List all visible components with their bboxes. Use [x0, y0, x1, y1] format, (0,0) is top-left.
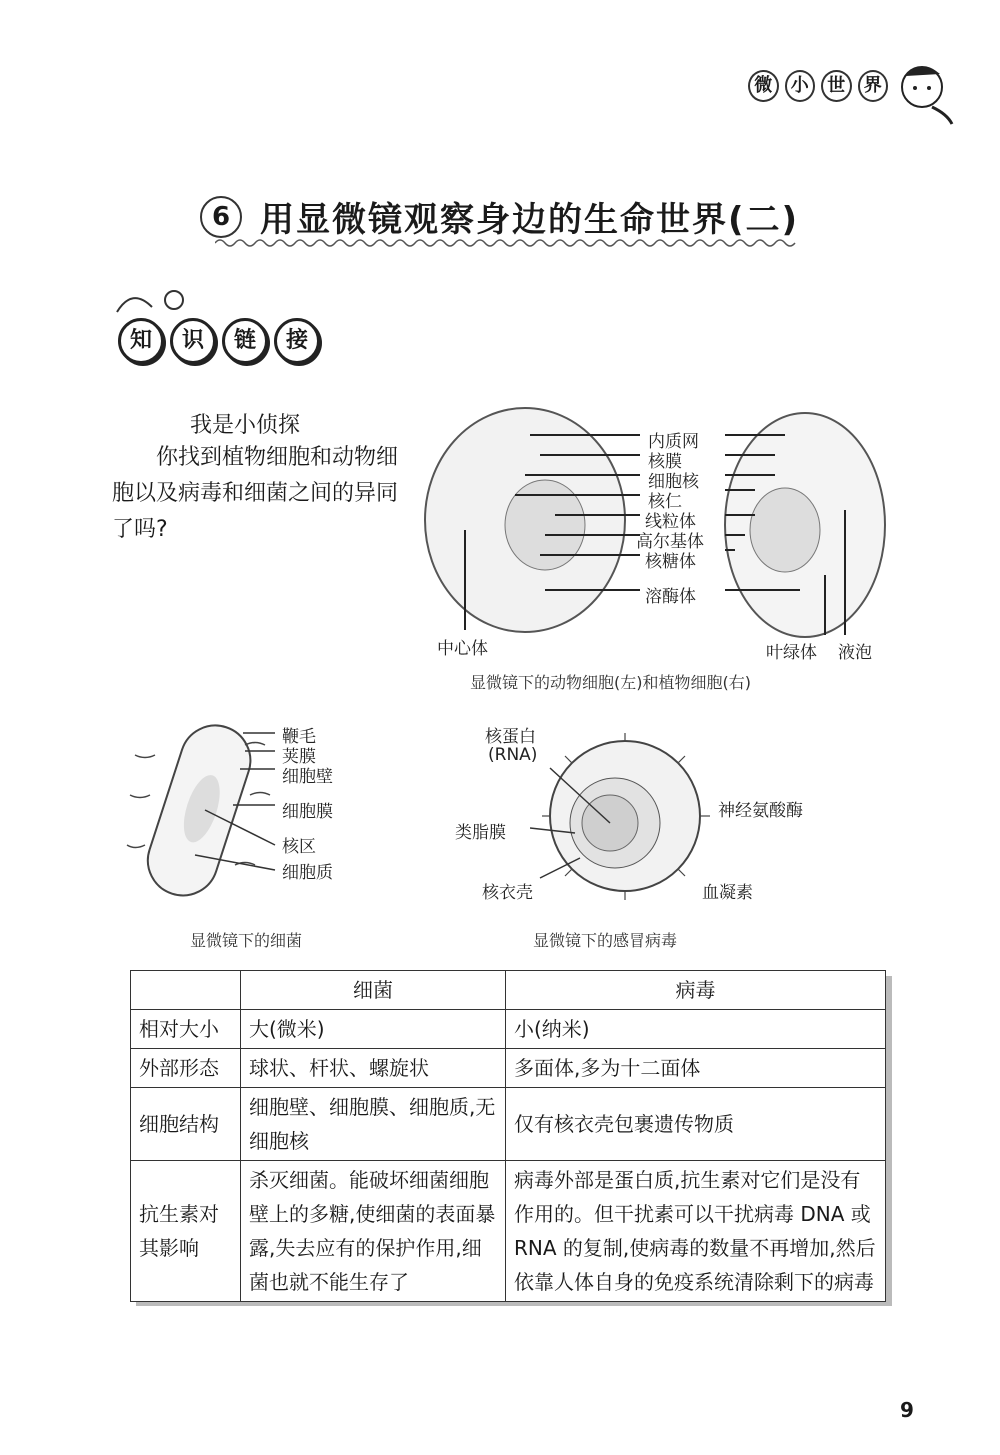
chloroplast-label: 叶绿体	[766, 643, 817, 663]
bacteria-label: 细胞质	[282, 863, 333, 883]
table-header: 病毒	[506, 971, 886, 1010]
row-label: 外部形态	[131, 1049, 241, 1088]
virus-cell: 病毒外部是蛋白质,抗生素对它们是没有作用的。但干扰素可以干扰病毒 DNA 或 RNA 的复制,使病毒的数量不再增加,然后依靠人体自身的免疫系统清除剩下的病毒	[506, 1161, 886, 1302]
cell-caption: 显微镜下的动物细胞(左)和植物细胞(右)	[470, 673, 751, 692]
lesson-title-bar	[200, 192, 799, 241]
bacteria-diagram	[125, 715, 285, 915]
bacteria-cell: 大(微米)	[241, 1010, 506, 1049]
section-badge	[118, 318, 320, 364]
virus-cell: 小(纳米)	[506, 1010, 886, 1049]
page-number: 9	[900, 1398, 914, 1422]
bacteria-label: 细胞膜	[282, 802, 333, 822]
badge-char: 识	[170, 318, 216, 364]
row-label: 相对大小	[131, 1010, 241, 1049]
bacteria-label: 细胞壁	[282, 767, 333, 787]
bacteria-label: 核区	[282, 837, 316, 857]
cell-label: 核糖体	[645, 552, 696, 572]
lesson-title: 用显微镜观察身边的生命世界(二)	[260, 200, 800, 240]
cell-label: 细胞核	[648, 472, 699, 492]
table-header-row	[131, 971, 886, 1010]
virus-label: (RNA)	[488, 745, 538, 765]
comparison-table	[130, 970, 886, 1302]
series-char: 界	[858, 70, 889, 102]
table-row	[131, 1088, 886, 1161]
cartoon-kid-icon	[892, 52, 962, 132]
virus-label: 核蛋白	[485, 727, 536, 747]
virus-label: 核衣壳	[482, 883, 533, 903]
table-row	[131, 1161, 886, 1302]
virus-cell: 多面体,多为十二面体	[506, 1049, 886, 1088]
bacteria-label: 荚膜	[282, 747, 316, 767]
table-row	[131, 1010, 886, 1049]
bacteria-label: 鞭毛	[282, 727, 316, 747]
virus-cell: 仅有核衣壳包裹遗传物质	[506, 1088, 886, 1161]
badge-char: 接	[274, 318, 320, 364]
table-row	[131, 1049, 886, 1088]
centrosome-label: 中心体	[437, 639, 488, 659]
bacteria-caption: 显微镜下的细菌	[190, 931, 303, 950]
row-label: 细胞结构	[131, 1088, 241, 1161]
series-header	[748, 70, 888, 104]
intro-heading: 我是小侦探	[190, 413, 301, 438]
cell-label: 核仁	[648, 492, 682, 512]
virus-caption: 显微镜下的感冒病毒	[533, 931, 678, 950]
virus-label: 血凝素	[702, 883, 753, 903]
virus-label: 神经氨酸酶	[718, 801, 803, 821]
bacteria-cell: 杀灭细菌。能破坏细菌细胞壁上的多糖,使细菌的表面暴露,失去应有的保护作用,细菌也就不能生存了	[241, 1161, 506, 1302]
cell-label: 核膜	[648, 452, 682, 472]
cell-label: 高尔基体	[636, 532, 704, 552]
bird-icon	[112, 282, 192, 318]
badge-char: 链	[222, 318, 268, 364]
series-char: 世	[821, 70, 852, 102]
series-char: 小	[785, 70, 816, 102]
virus-diagram	[530, 728, 720, 908]
cell-label: 溶酶体	[645, 587, 696, 607]
table-header: 细菌	[241, 971, 506, 1010]
wavy-underline	[215, 236, 815, 250]
cell-label: 线粒体	[645, 512, 696, 532]
cell-label: 内质网	[648, 432, 699, 452]
vacuole-label: 液泡	[838, 643, 872, 663]
table-header	[131, 971, 241, 1010]
row-label: 抗生素对其影响	[131, 1161, 241, 1302]
virus-label: 类脂膜	[455, 823, 506, 843]
bacteria-cell: 细胞壁、细胞膜、细胞质,无细胞核	[241, 1088, 506, 1161]
badge-char: 知	[118, 318, 164, 364]
bacteria-cell: 球状、杆状、螺旋状	[241, 1049, 506, 1088]
intro-question: 你找到植物细胞和动物细胞以及病毒和细菌之间的异同了吗?	[112, 445, 399, 542]
lesson-number: 6	[200, 196, 242, 238]
series-char: 微	[748, 70, 779, 102]
